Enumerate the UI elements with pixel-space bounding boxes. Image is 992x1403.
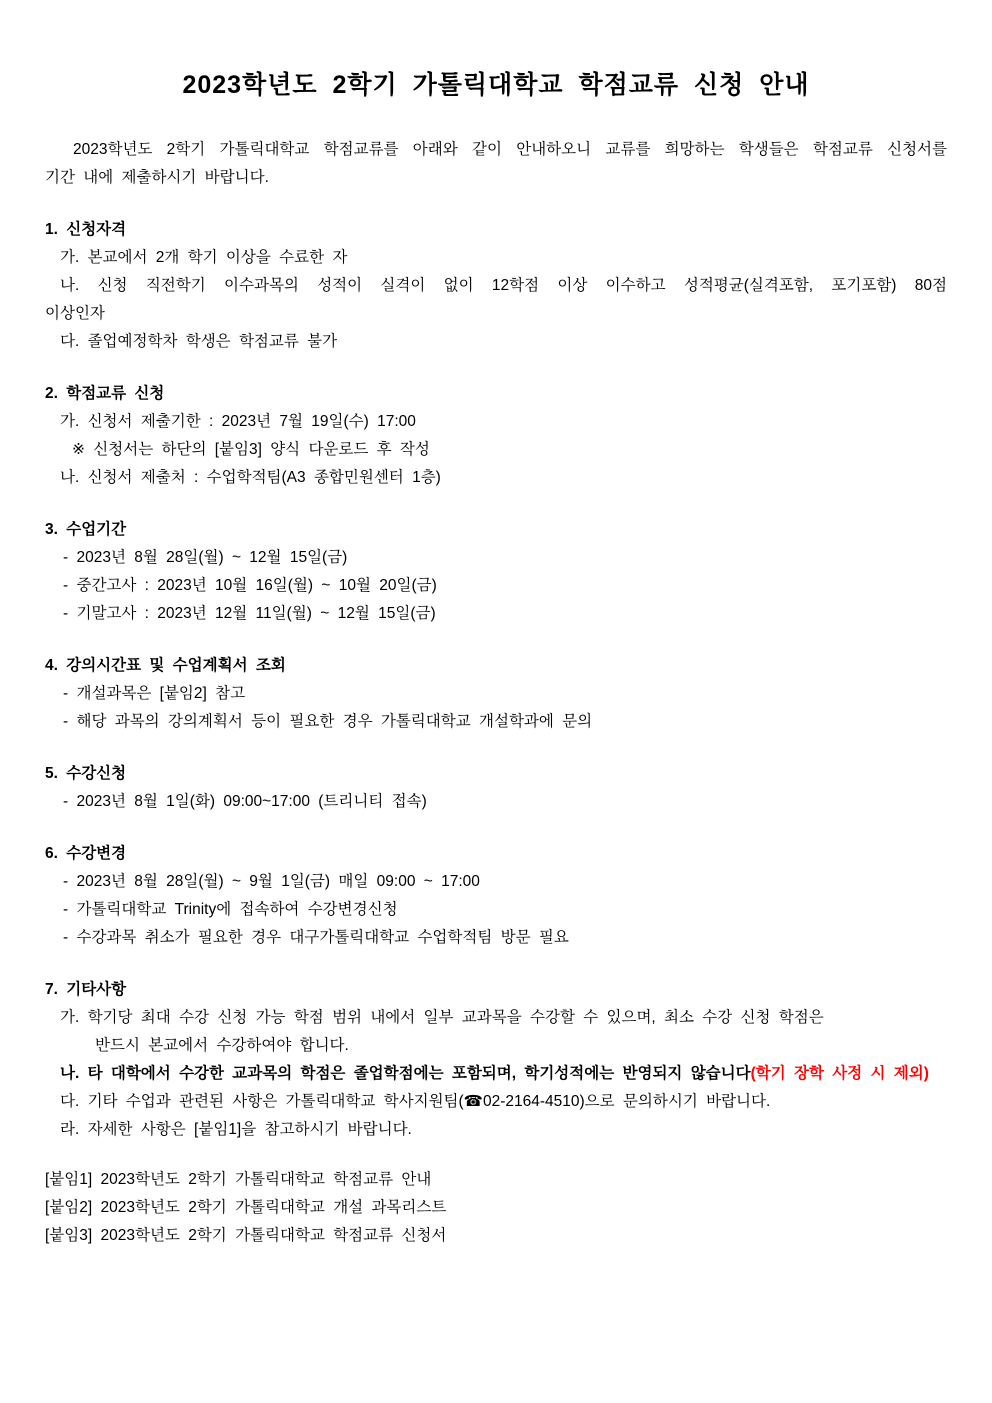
list-item: 라. 자세한 사항은 [붙임1]을 참고하시기 바랍니다. <box>60 1121 412 1138</box>
section-class-period <box>45 516 947 628</box>
section-heading: 4. 강의시간표 및 수업계획서 조회 <box>45 657 286 674</box>
list-item: 나. 신청 직전학기 이수과목의 성적이 실격이 없이 12학점 이상 이수하고 성적평균(실격포함, 포기포함) 80점 <box>60 277 947 294</box>
list-item: 이상인자 <box>45 305 105 322</box>
list-item-note: ※ 신청서는 하단의 [붙임3] 양식 다운로드 후 작성 <box>72 441 430 458</box>
section-heading: 3. 수업기간 <box>45 521 127 538</box>
list-item: 가. 신청서 제출기한 : 2023년 7월 19일(수) 17:00 <box>60 413 416 430</box>
intro-line: 기간 내에 제출하시기 바랍니다. <box>45 169 269 186</box>
list-item: 다. 기타 수업과 관련된 사항은 가톨릭대학교 학사지원팀(☎02-2164-4510)으로 문의하시기 바랍니다. <box>60 1093 771 1110</box>
section-heading: 2. 학점교류 신청 <box>45 385 165 402</box>
section-eligibility <box>45 216 947 356</box>
intro-paragraph <box>45 136 947 192</box>
list-item: - 2023년 8월 28일(월) ~ 12월 15일(금) <box>63 549 348 566</box>
intro-line: 2023학년도 2학기 가톨릭대학교 학점교류를 아래와 같이 안내하오니 교류를 희망하는 학생들은 학점교류 신청서를 <box>73 141 947 158</box>
section-heading: 6. 수강변경 <box>45 845 127 862</box>
section-course-registration <box>45 760 947 816</box>
list-item: - 개설과목은 [붙임2] 참고 <box>63 685 246 702</box>
section-timetable <box>45 652 947 736</box>
attachment-item: [붙임1] 2023학년도 2학기 가톨릭대학교 학점교류 안내 <box>45 1171 432 1188</box>
page-title: 2023학년도 2학기 가톨릭대학교 학점교류 신청 안내 <box>182 71 810 99</box>
section-application <box>45 380 947 492</box>
section-course-change <box>45 840 947 952</box>
list-item: 가. 학기당 최대 수강 신청 가능 학점 범위 내에서 일부 교과목을 수강할 수 있으며, 최소 수강 신청 학점은 <box>60 1009 824 1026</box>
list-item-emphasized <box>45 1060 947 1088</box>
list-item: 가. 본교에서 2개 학기 이상을 수료한 자 <box>60 249 348 266</box>
list-item: - 해당 과목의 강의계획서 등이 필요한 경우 가톨릭대학교 개설학과에 문의 <box>63 713 593 730</box>
red-highlight-text: (학기 장학 사정 시 제외) <box>750 1065 929 1082</box>
bold-notice-text: 나. 타 대학에서 수강한 교과목의 학점은 졸업학점에는 포함되며, 학기성적에는 반영되지 않습니다 <box>60 1065 751 1082</box>
list-item: - 2023년 8월 1일(화) 09:00~17:00 (트리니티 접속) <box>63 793 427 810</box>
section-misc <box>45 976 947 1144</box>
attachments-list <box>45 1166 947 1250</box>
list-item: - 기말고사 : 2023년 12월 11일(월) ~ 12월 15일(금) <box>63 605 436 622</box>
section-heading: 1. 신청자격 <box>45 221 127 238</box>
list-item: 나. 신청서 제출처 : 수업학적팀(A3 종합민원센터 1층) <box>60 469 441 486</box>
attachment-item: [붙임2] 2023학년도 2학기 가톨릭대학교 개설 과목리스트 <box>45 1199 447 1216</box>
list-item: 다. 졸업예정학차 학생은 학점교류 불가 <box>60 333 338 350</box>
list-item: - 수강과목 취소가 필요한 경우 대구가톨릭대학교 수업학적팀 방문 필요 <box>63 929 569 946</box>
list-item: - 2023년 8월 28일(월) ~ 9월 1일(금) 매일 09:00 ~ 17:00 <box>63 873 480 890</box>
list-item: - 중간고사 : 2023년 10월 16일(월) ~ 10월 20일(금) <box>63 577 437 594</box>
list-item-continuation: 반드시 본교에서 수강하여야 합니다. <box>95 1037 349 1054</box>
list-item: - 가톨릭대학교 Trinity에 접속하여 수강변경신청 <box>63 901 398 918</box>
attachment-item: [붙임3] 2023학년도 2학기 가톨릭대학교 학점교류 신청서 <box>45 1227 447 1244</box>
section-heading: 5. 수강신청 <box>45 765 127 782</box>
section-heading: 7. 기타사항 <box>45 981 127 998</box>
